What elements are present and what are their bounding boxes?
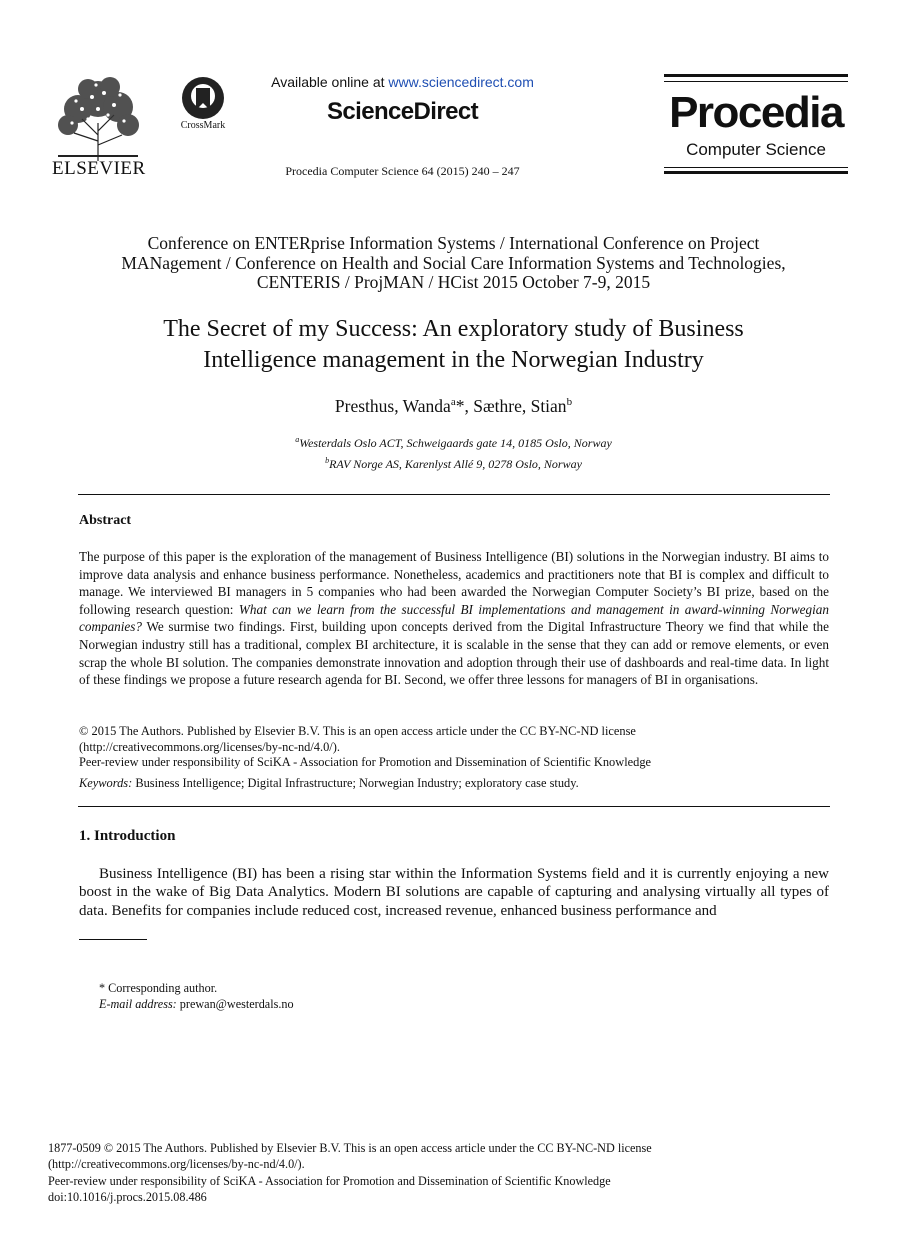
- procedia-top-rule: [664, 74, 848, 77]
- email-label: E-mail address:: [99, 997, 177, 1011]
- license-link[interactable]: (http://creativecommons.org/licenses/by-nc-nd/4.0/).: [79, 739, 340, 754]
- conference-line: Conference on ENTERprise Information Systems / International Conference on Project: [147, 233, 760, 253]
- conference-line: MANagement / Conference on Health and Social Care Information Systems and Technologies,: [121, 252, 786, 273]
- conference-line: CENTERIS / ProjMAN / HCist 2015 October 7-9, 2015: [256, 272, 651, 292]
- procedia-bottom-rule-thin: [664, 167, 848, 168]
- elsevier-tree-logo-icon: [52, 75, 144, 161]
- abstract-bottom-rule: [78, 806, 830, 807]
- author-separator: ,: [464, 396, 474, 416]
- elsevier-wordmark: ELSEVIER: [52, 158, 146, 179]
- introduction-heading: 1. Introduction: [79, 828, 176, 844]
- abstract-text: [79, 548, 829, 689]
- copyright-notice: [79, 724, 829, 771]
- paper-title-line: The Secret of my Success: An exploratory study of Business: [163, 316, 744, 342]
- procedia-logo: [664, 74, 848, 174]
- available-online-prefix: Available online at: [271, 74, 389, 90]
- footer-license-link[interactable]: (http://creativecommons.org/licenses/by-nc-nd/4.0/).: [48, 1157, 305, 1172]
- introduction-text: Business Intelligence (BI) has been a rising star within the Information Systems field and it is currently enjoying a new boost in the wake of Big Data Analytics. Modern BI solutions are capable of capturing and analysing virtually all types of data. Benefits for companies include reduced cost, increased revenue, enhanced business performance and: [79, 866, 829, 919]
- email-address[interactable]: prewan@westerdals.no: [176, 997, 294, 1011]
- affiliation-mark: a: [295, 435, 300, 444]
- available-online-line: [230, 74, 575, 90]
- affiliation-line: [60, 431, 847, 452]
- author-list: [60, 396, 847, 417]
- footer-line: Peer-review under responsibility of SciKA - Association for Promotion and Dissemination of Scientific Knowledge: [48, 1173, 611, 1188]
- sciencedirect-link[interactable]: www.sciencedirect.com: [388, 74, 534, 90]
- abstract-heading: Abstract: [79, 513, 132, 528]
- conference-heading: [60, 234, 847, 293]
- abstract-text-part: The purpose of this paper is the exploration of the management of Business Intelligence (BI) solutions in the Norwegian industry. BI aims to improve data analysis and enhance business performance. Nonetheless, academics and practitioners note that BI is complex and difficult to manage. We interviewed BI managers in 5 companies who had been awarded the Norwegian Computer Society’s BI prize, based on the following research question:: [79, 549, 829, 617]
- affiliation-mark: b: [325, 456, 330, 465]
- affiliations: [60, 431, 847, 473]
- copyright-line: © 2015 The Authors. Published by Elsevier B.V. This is an open access article under the CC BY-NC-ND license: [79, 724, 636, 738]
- procedia-top-rule-thin: [664, 81, 848, 82]
- page-footer: [48, 1140, 848, 1205]
- author-name: Sæthre, Stian: [473, 396, 567, 416]
- procedia-bottom-rule: [664, 171, 848, 174]
- sciencedirect-logo: ScienceDirect: [327, 98, 478, 125]
- footnote-rule: [79, 939, 147, 940]
- keywords-label: Keywords:: [79, 776, 133, 790]
- affiliation-text: RAV Norge AS, Karenlyst Allé 9, 0278 Oslo, Norway: [329, 457, 582, 471]
- email-note: [99, 997, 294, 1012]
- corresponding-author-note: * Corresponding author.: [99, 981, 218, 995]
- keywords-text: Business Intelligence; Digital Infrastructure; Norwegian Industry; exploratory case study.: [132, 776, 579, 790]
- author-affil-mark: a: [450, 396, 456, 409]
- abstract-top-rule: [78, 494, 830, 495]
- footer-line: 1877-0509 © 2015 The Authors. Published by Elsevier B.V. This is an open access article under the CC BY-NC-ND license: [48, 1141, 652, 1155]
- crossmark-label: CrossMark: [180, 120, 226, 131]
- author-affil-mark: b: [566, 396, 573, 409]
- corresponding-mark: *: [455, 396, 465, 416]
- affiliation-line: [60, 452, 847, 473]
- peer-review-line: Peer-review under responsibility of SciKA - Association for Promotion and Dissemination of Scientific Knowledge: [79, 755, 652, 769]
- crossmark-icon[interactable]: [181, 76, 225, 120]
- abstract-text-part: We surmise two findings. First, building upon concepts derived from the Digital Infrastructure Theory we find that while the Norwegian industry still has a traditional, complex BI architecture, it is scalable in the sense that they can add or remove elements, or even scrap the whole BI solution. The companies demonstrate innovation and adoption through their use of dashboards and real-time data. In light of these findings we propose a future research agenda for BI. Second, we offer three lessons for managers of BI in organisations.: [79, 619, 829, 688]
- paper-title: [60, 314, 847, 376]
- journal-reference: Procedia Computer Science 64 (2015) 240 – 247: [285, 164, 520, 178]
- research-question: What can we learn from the successful BI implementations and management in award-winning Norwegian companies?: [79, 601, 829, 635]
- doi-link[interactable]: doi:10.1016/j.procs.2015.08.486: [48, 1189, 207, 1204]
- affiliation-text: Westerdals Oslo ACT, Schweigaards gate 14, 0185 Oslo, Norway: [299, 436, 612, 450]
- keywords-line: [79, 776, 829, 791]
- procedia-title: Procedia: [669, 88, 843, 137]
- procedia-subtitle: Computer Science: [686, 140, 826, 159]
- paper-title-line: Intelligence management in the Norwegian Industry: [203, 347, 704, 373]
- author-name: Presthus, Wanda: [334, 396, 451, 416]
